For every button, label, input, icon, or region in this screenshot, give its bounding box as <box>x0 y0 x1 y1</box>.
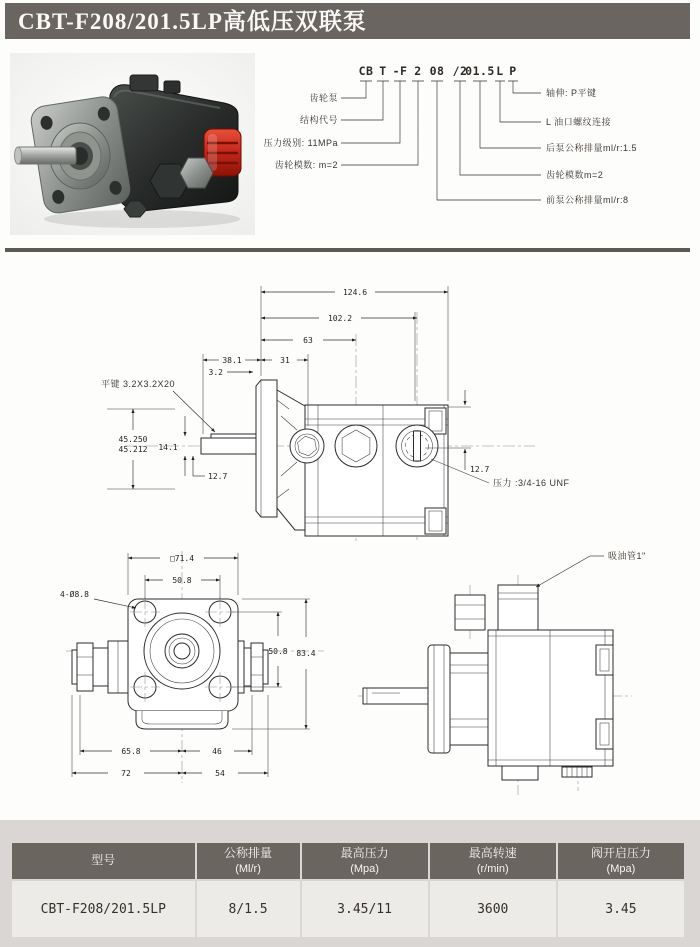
code-segment: 2 <box>414 64 422 78</box>
header-unit: (Ml/r) <box>235 862 261 875</box>
code-label: 前泵公称排量ml/r:8 <box>546 195 629 205</box>
dim-text: 50.8 <box>268 647 288 656</box>
dim-text: 12.7 <box>208 472 228 481</box>
dim-text: 31 <box>280 356 290 365</box>
dim-text: 50.8 <box>172 576 192 585</box>
code-label: 轴伸: P平键 <box>546 88 597 98</box>
header-title: 最高压力 <box>340 846 389 861</box>
page-title: CBT-F208/201.5LP高低压双联泵 <box>5 3 690 39</box>
spec-col-header-max-pressure <box>302 843 428 879</box>
header-title: 最高转速 <box>468 846 517 861</box>
header-unit: (Mpa) <box>350 862 379 875</box>
code-segment: L <box>496 64 504 78</box>
code-label: L 油口螺纹连接 <box>546 117 612 127</box>
product-photo <box>10 53 255 235</box>
section-divider <box>5 248 690 252</box>
dim-text: 65.8 <box>121 747 141 756</box>
header-title: 型号 <box>91 853 116 868</box>
model-code-segments <box>359 64 517 78</box>
model-code-diagram <box>255 62 695 232</box>
dim-text: 46 <box>212 747 222 756</box>
dim-text: 38.1 <box>222 356 242 365</box>
header-title: 公称排量 <box>224 846 273 861</box>
code-label: 齿轮模数: m=2 <box>274 160 338 170</box>
spec-cell-valve-pressure: 3.45 <box>558 881 684 937</box>
dim-text: 72 <box>121 769 131 778</box>
dim-text: 12.7 <box>470 465 490 474</box>
spec-cell-model: CBT-F208/201.5LP <box>12 881 195 937</box>
code-left-labels <box>264 92 338 170</box>
dim-text: 14.1 <box>158 443 178 452</box>
dim-text: 45.212 <box>118 445 148 454</box>
dim-text: 102.2 <box>327 314 353 323</box>
pump-outline <box>363 585 613 780</box>
code-label: 齿轮泵 <box>309 93 338 103</box>
dim-text: 45.250 <box>118 435 148 444</box>
header-unit: (Mpa) <box>606 862 636 875</box>
pressure-port-label: 压力 :3/4-16 UNF <box>493 478 570 488</box>
code-right-labels <box>546 87 637 205</box>
code-segment: T <box>379 64 387 78</box>
suction-pipe-label: 吸油管1" <box>608 551 646 561</box>
spec-col-header-displacement <box>197 843 300 879</box>
pump-outline <box>72 597 268 729</box>
dim-text: 83.4 <box>296 649 316 658</box>
spec-data-row <box>12 881 684 937</box>
code-segment: -F <box>392 64 408 78</box>
spec-cell-max-pressure: 3.45/11 <box>302 881 428 937</box>
holes-label: 4-Ø8.8 <box>60 590 89 599</box>
code-label: 后泵公称排量ml/r:1.5 <box>546 143 638 153</box>
spec-col-header-valve-pressure <box>558 843 684 879</box>
code-segment: P <box>509 64 517 78</box>
code-label: 压力级别: 11MPa <box>263 138 338 148</box>
labels <box>536 550 646 587</box>
code-label: 齿轮模数m=2 <box>546 170 604 180</box>
spec-col-header-model <box>12 843 195 879</box>
key-label: 平键 3.2X3.2X20 <box>101 379 176 389</box>
spec-cell-displacement: 8/1.5 <box>197 881 300 937</box>
code-segment: 08 <box>429 64 445 78</box>
code-label: 结构代号 <box>299 115 338 125</box>
pump-shaft <box>15 147 77 164</box>
drawing-front-view <box>30 533 340 818</box>
dim-text: 124.6 <box>342 288 368 297</box>
header-unit: (r/min) <box>476 862 509 875</box>
code-segment: /2 <box>452 64 468 78</box>
spec-table <box>10 841 686 939</box>
code-leader-lines <box>341 81 541 200</box>
spec-section <box>0 820 700 947</box>
header-title: 阀开启压力 <box>590 846 651 861</box>
drawing-rear-view <box>350 533 695 818</box>
spec-header-row <box>12 843 684 879</box>
spec-cell-max-speed: 3600 <box>430 881 556 937</box>
dim-text: 54 <box>215 769 225 778</box>
dim-text: 3.2 <box>208 368 223 377</box>
code-segment: 01.5 <box>465 64 495 78</box>
pump-outline <box>201 380 448 536</box>
spec-col-header-max-speed <box>430 843 556 879</box>
code-segment: CB <box>358 64 374 78</box>
dim-text: 63 <box>303 336 313 345</box>
drawing-side-view <box>65 268 595 548</box>
dim-text: □71.4 <box>169 554 195 563</box>
